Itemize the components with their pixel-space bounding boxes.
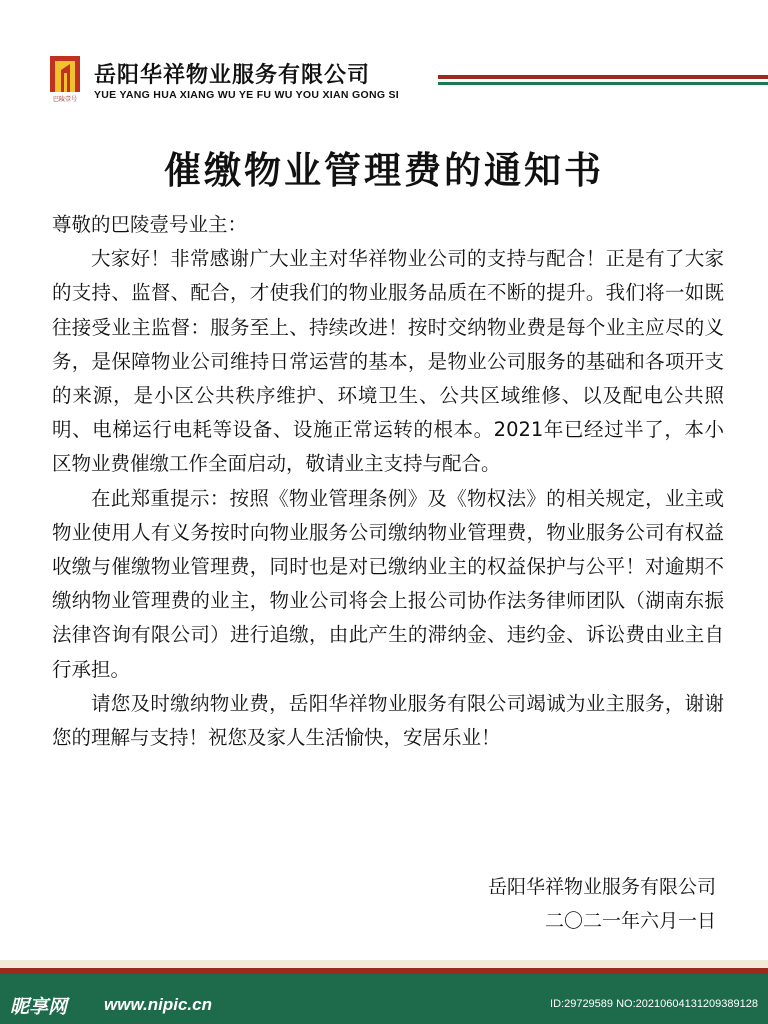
watermark-logo: 昵享网 [10,996,68,1018]
notice-title: 催缴物业管理费的通知书 [164,149,604,192]
watermark-url: www.nipic.cn [104,995,212,1014]
signature-block [488,870,716,938]
logo-caption: 巴陵壹号 [52,96,77,103]
watermark-id: ID:29729589 NO:20210604131209389128 [550,998,758,1010]
footer-stripe-cream [0,960,768,968]
notice-body [52,208,724,755]
salutation: 尊敬的巴陵壹号业主： [52,213,248,236]
company-name-cn: 岳阳华祥物业服务有限公司 [94,63,371,88]
paragraph-legal-notice: 在此郑重提示：按照《物业管理条例》及《物权法》的相关规定，业主或物业使用人有义务按时向物业服务公司缴纳物业管理费，物业服务公司有权益收缴与催缴物业管理费，同时也是对已缴纳业主的权益保护与公平！对逾期不缴纳物业管理费的业主，物业公司将会上报公司协作法务律师团队（湖南东振法律咨询有限公司）进行追缴，由此产生的滞纳金、违约金、诉讼费由业主自行承担。 [52,486,724,681]
header-rule-red [438,75,768,79]
signature-company: 岳阳华祥物业服务有限公司 [487,876,716,898]
signature-date: 二〇二一年六月一日 [544,910,716,932]
footer-stripe-red [0,968,768,974]
paragraph-closing: 请您及时缴纳物业费，岳阳华祥物业服务有限公司竭诚为业主服务，谢谢您的理解与支持！祝您及家人生活愉快，安居乐业！ [52,691,724,750]
header-rule-green [438,82,768,85]
letterhead [50,56,740,112]
paragraph-greeting: 大家好！非常感谢广大业主对华祥物业公司的支持与配合！正是有了大家的支持、监督、配合，才使我们的物业服务品质在不断的提升。我们将一如既往接受业主监督：服务至上、持续改进！按时交纳物业费是每个业主应尽的义务，是保障物业公司维持日常运营的基本，是物业公司服务的基础和各项开支的来源，是小区公共秩序维护、环境卫生、公共区域维修、以及配电公共照明、电梯运行电耗等设备、设施正常运转的根本。2021年已经过半了，本小区物业费催缴工作全面启动，敬请业主支持与配合。 [52,247,724,476]
company-name-en: YUE YANG HUA XIANG WU YE FU WU YOU XIAN GONG SI [94,89,400,101]
